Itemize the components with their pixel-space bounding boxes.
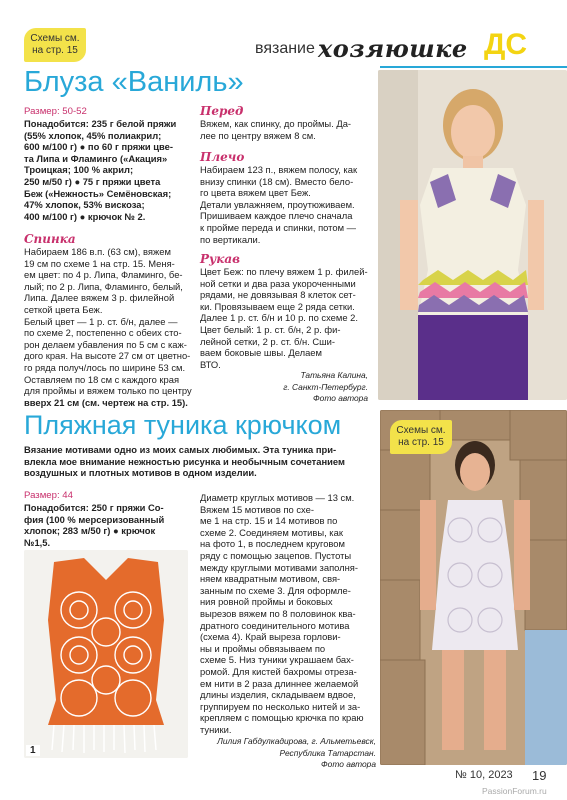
front-text: Вяжем, как спинку, до проймы. Да- лее по центру вяжем 8 см. — [200, 118, 352, 141]
watermark: PassionForum.ru — [482, 786, 547, 796]
woman-in-tunic-illustration — [380, 410, 567, 765]
shoulder-heading: Плечо — [200, 150, 245, 164]
tunic-text: Диаметр круглых мотивов — 13 см. Вяжем 15 мотивов по схе- ме 1 на стр. 15 и 14 мотивов по схеме 2. Соединяем мотивы, как на фото 1, в последнем круговом ряду с помощью зацепов. Пустоты между круглыми мотивами заполня- няем квадратным мотивом, свя- занным по схеме 3. Для оформле- ния ровной проймы и боковых вырезов вяжем по 8 половинок ква- дратного соединительного мотива (схема 4). Край выреза горлови- ны и проймы обвязываем по схеме 5. Низ туники украшаем бах- ромой. Для кистей бахромы отреза- ем нити в 2 раза длиннее желаемой длины изделия, складываем вдвое, группируем по несколько нитей и за- крепляем с помощью крючка по краю туники. — [200, 492, 364, 735]
issue-number: № 10, 2023 — [455, 769, 513, 781]
shoulder-text: Набираем 123 п., вяжем полосу, как внизу спинки (18 см). Вместо бело- го цвета вяжем цвет Беж. Детали увлажняем, проутюживаем. Пришиваем каждое плечо сначала к пройме переда и спинки, потом — по вертикали. — [200, 164, 358, 245]
header-brand: ДС — [484, 28, 528, 61]
header-divider — [380, 66, 567, 68]
tunic-credit: Лилия Габдулкадирова, г. Альметьевск, Республика Татарстан. Фото автора — [217, 736, 376, 769]
tunic-schemes-tag: Схемы см. на стр. 15 — [390, 420, 452, 454]
tunic-illustration — [24, 550, 188, 758]
back-heading: Спинка — [24, 232, 76, 246]
tunic-materials: Понадобится: 250 г пряжи Со- фия (100 % мерсеризованный хлопок; 283 м/50 г) ● крючок №1,5. — [24, 502, 165, 548]
page-number: 19 — [532, 768, 547, 783]
schemes-tag: Схемы см. на стр. 15 — [24, 28, 86, 62]
back-text: Набираем 186 в.п. (63 см), вяжем 19 см по схеме 1 на стр. 15. Меня- ем цвет: по 4 р. Липа, Фламинго, бе- лый; по 2 р. Липа, Фламинго, белый, Липа. Далее вяжем 3 р. филейной сеткой цвета Беж. Белый цвет — 1 р. ст. б/н, далее — по схеме 2, постепенно с обеих сто- рон делаем убавления по 5 см с каж- дого края. На высоте 27 см от цветно- го ряда получ/лось по ширине 53 см. Оставляем по 18 см с каждого края для проймы и вяжем только по центру вверх 21 см (см. чертеж на стр. 15). — [24, 246, 192, 408]
tunic-flat-photo — [24, 550, 188, 758]
blouse-title: Блуза «Ваниль» — [24, 66, 244, 98]
blouse-size: Размер: 50-52 — [24, 106, 87, 117]
sleeve-text: Цвет Беж: по плечу вяжем 1 р. филей- ной сетки и два раза укороченными рядами, не довязывая 8 клеток сет- ки. Провязываем еще 2 ряда сетки. Далее 1 р. ст. б/н и 10 р. по схеме 2. Цвет белый: 1 р. ст. б/н, 2 р. фи- лейной сетки, 2 р. ст. б/н. Сши- ваем боковые швы. Делаем ВТО. — [200, 266, 368, 370]
woman-in-blouse-illustration — [378, 70, 567, 400]
blouse-credit: Татьяна Калина, г. Санкт-Петербург. Фото автора — [283, 370, 368, 403]
header-magazine-name: хозяюшке — [318, 34, 468, 63]
tunic-title: Пляжная туника крючком — [24, 410, 342, 440]
photo-number: 1 — [26, 745, 40, 756]
front-heading: Перед — [200, 104, 244, 118]
tunic-size: Размер: 44 — [24, 490, 73, 501]
tunic-model-photo — [380, 410, 567, 765]
header-knitting: вязание — [255, 40, 315, 57]
blouse-materials: Понадобится: 235 г белой пряжи (55% хлопок, 45% полиакрил; 600 м/100 г) ● по 60 г пряжи цве- та Липа и Фламинго («Акация» Троицкая; 100 % акрил; 250 м/50 г) ● 75 г пряжи цвета Беж («Нежность» Семёновская; 47% хлопок, 53% вискоза; 400 м/100 г) ● крючок № 2. — [24, 118, 177, 222]
sleeve-heading: Рукав — [200, 252, 240, 266]
tunic-intro: Вязание мотивами одно из моих самых любимых. Эта туника при- влекла мое внимание нежностью рисунка и необычным сочетанием воздушных и плотных мотивов в одном изделии. — [24, 444, 345, 479]
blouse-photo — [378, 70, 567, 400]
